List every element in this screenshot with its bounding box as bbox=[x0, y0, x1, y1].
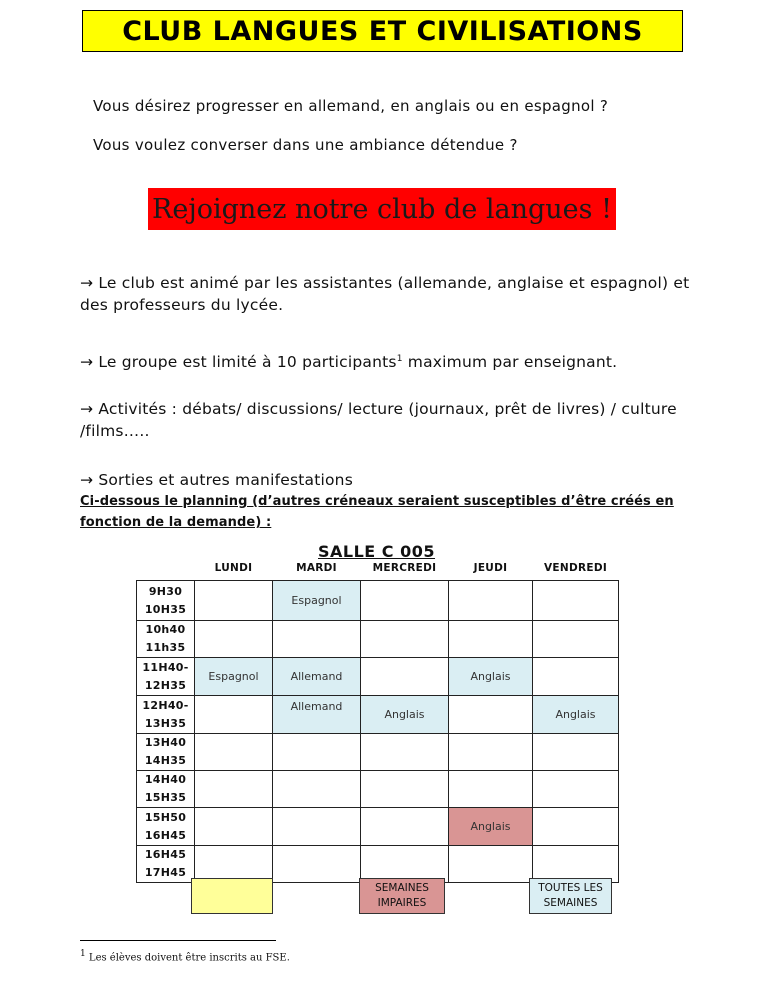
table-corner bbox=[137, 562, 195, 581]
table-header-row bbox=[137, 562, 619, 581]
schedule-cell bbox=[361, 621, 449, 658]
schedule-cell: Anglais bbox=[449, 658, 533, 696]
group-limit-text-end: maximum par enseignant. bbox=[402, 353, 618, 372]
time-slot: 9H30 10H35 bbox=[137, 581, 195, 621]
schedule-cell bbox=[449, 846, 533, 883]
time-slot: 13H40 14H35 bbox=[137, 734, 195, 771]
planning-table bbox=[136, 562, 619, 883]
schedule-cell bbox=[449, 696, 533, 734]
schedule-cell bbox=[361, 771, 449, 808]
schedule-cell bbox=[533, 658, 619, 696]
time-slot: 11H40- 12H35 bbox=[137, 658, 195, 696]
intro-line-2: Vous voulez converser dans une ambiance détendue ? bbox=[93, 136, 518, 154]
schedule-cell bbox=[533, 581, 619, 621]
table-row bbox=[137, 771, 619, 808]
schedule-cell: Anglais bbox=[449, 808, 533, 846]
footnote-divider bbox=[80, 940, 276, 941]
schedule-cell bbox=[273, 808, 361, 846]
footnote-marker: 1 bbox=[80, 949, 86, 959]
schedule-cell bbox=[449, 734, 533, 771]
schedule-cell bbox=[195, 846, 273, 883]
schedule-cell bbox=[361, 846, 449, 883]
schedule-cell bbox=[273, 846, 361, 883]
legend-odd-weeks: SEMAINES IMPAIRES bbox=[359, 878, 445, 914]
schedule-cell bbox=[273, 734, 361, 771]
time-slot: 14H40 15H35 bbox=[137, 771, 195, 808]
day-header: JEUDI bbox=[449, 562, 533, 581]
schedule-cell bbox=[449, 771, 533, 808]
schedule-cell: Allemand bbox=[273, 658, 361, 696]
page-title: CLUB LANGUES ET CIVILISATIONS bbox=[82, 10, 683, 52]
schedule-cell: Anglais bbox=[533, 696, 619, 734]
footnote-text: Les élèves doivent être inscrits au FSE. bbox=[88, 952, 290, 964]
day-header: VENDREDI bbox=[533, 562, 619, 581]
table-row bbox=[137, 734, 619, 771]
table-row bbox=[137, 581, 619, 621]
schedule-cell bbox=[449, 621, 533, 658]
intro-line-1: Vous désirez progresser en allemand, en anglais ou en espagnol ? bbox=[93, 97, 609, 115]
schedule-cell bbox=[533, 734, 619, 771]
time-slot: 10h40 11h35 bbox=[137, 621, 195, 658]
time-slot: 15H50 16H45 bbox=[137, 808, 195, 846]
schedule-cell bbox=[195, 808, 273, 846]
day-header: MARDI bbox=[273, 562, 361, 581]
legend-yellow-swatch bbox=[191, 878, 273, 914]
schedule-cell bbox=[195, 621, 273, 658]
join-banner: Rejoignez notre club de langues ! bbox=[148, 188, 616, 230]
schedule-cell bbox=[361, 734, 449, 771]
table-row bbox=[137, 621, 619, 658]
schedule-cell bbox=[361, 808, 449, 846]
table-row bbox=[137, 696, 619, 734]
schedule-cell bbox=[533, 771, 619, 808]
schedule-cell bbox=[533, 621, 619, 658]
schedule-cell: Anglais bbox=[361, 696, 449, 734]
table-row bbox=[137, 808, 619, 846]
schedule-cell bbox=[195, 581, 273, 621]
time-slot: 12H40- 13H35 bbox=[137, 696, 195, 734]
bullet-animation: → Le club est animé par les assistantes (allemande, anglaise et espagnol) et des professeurs du lycée. bbox=[80, 274, 690, 314]
day-header: LUNDI bbox=[195, 562, 273, 581]
bullet-activities: → Activités : débats/ discussions/ lecture (journaux, prêt de livres) / culture /films….. bbox=[80, 400, 677, 440]
table-row bbox=[137, 846, 619, 883]
footnote bbox=[80, 949, 290, 963]
group-limit-text: → Le groupe est limité à 10 participants bbox=[80, 353, 397, 372]
schedule-cell: Allemand bbox=[273, 696, 361, 734]
schedule-cell bbox=[533, 846, 619, 883]
bullet-group-limit bbox=[80, 348, 700, 373]
schedule-cell bbox=[361, 581, 449, 621]
schedule-cell bbox=[449, 581, 533, 621]
bullet-outings: → Sorties et autres manifestations bbox=[80, 471, 353, 489]
schedule-cell bbox=[533, 808, 619, 846]
schedule-cell: Espagnol bbox=[273, 581, 361, 621]
table-row bbox=[137, 658, 619, 696]
schedule-cell bbox=[195, 696, 273, 734]
footnote-ref: 1 bbox=[396, 354, 403, 364]
schedule-cell bbox=[361, 658, 449, 696]
schedule-cell bbox=[195, 734, 273, 771]
legend-all-weeks: TOUTES LES SEMAINES bbox=[529, 878, 612, 914]
schedule-cell bbox=[273, 771, 361, 808]
day-header: MERCREDI bbox=[361, 562, 449, 581]
room-label: SALLE C 005 bbox=[318, 542, 436, 561]
schedule-cell bbox=[195, 771, 273, 808]
time-slot: 16H45 17H45 bbox=[137, 846, 195, 883]
schedule-cell: Espagnol bbox=[195, 658, 273, 696]
schedule-cell bbox=[273, 621, 361, 658]
planning-intro: Ci-dessous le planning (d’autres créneaux seraient susceptibles d’être créés en fonction de la demande) : bbox=[80, 494, 674, 530]
